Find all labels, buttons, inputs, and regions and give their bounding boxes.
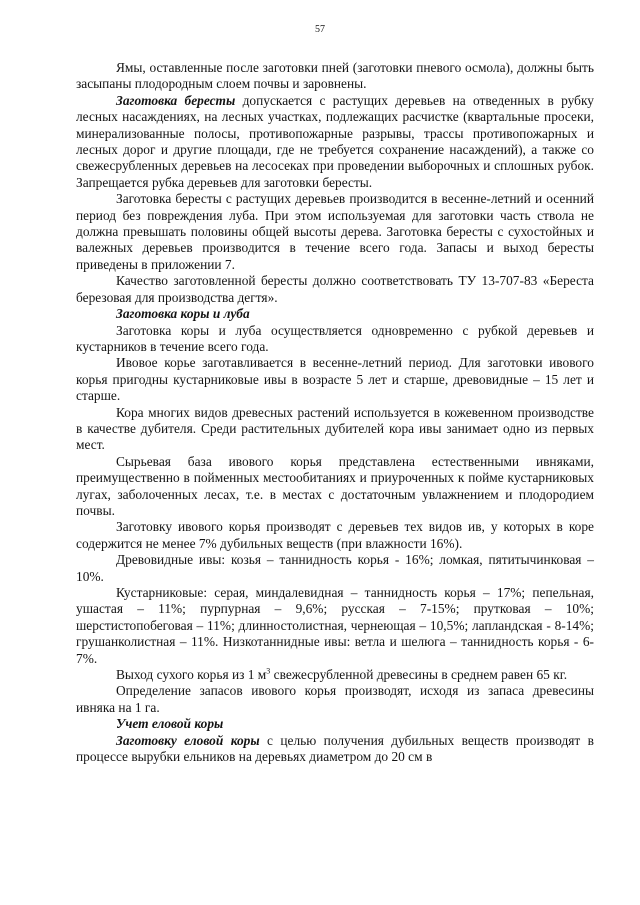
paragraph-birch-bark-quality: Качество заготовленной бересты должно соответствовать ТУ 13-707-83 «Береста березовая для производства дегтя». (76, 273, 594, 305)
paragraph-tannin-threshold: Заготовку ивового корья производят с деревьев тех видов ив, у которых в коре содержится не менее 7% дубильных веществ (при влажности 16%). (76, 519, 594, 551)
paragraph-birch-bark-period: Заготовка бересты с растущих деревьев производится в весенне-летний и осенний период без повреждения луба. При этом используемая для заготовки часть ствола не должна превышать половины общей высоты дерева. Заготовка бересты с сухостойных и валежных деревьев производится в течение всего года. Запасы и выход бересты приведены в приложении 7. (76, 191, 594, 272)
paragraph-tree-willows: Древовидные ивы: козья – таннидность корья - 16%; ломкая, пятитычинковая – 10%. (76, 552, 594, 584)
spruce-bark-lead: Заготовку еловой коры (116, 732, 260, 748)
birch-bark-rules-text: допускается с растущих деревьев на отведенных в рубку лесных насаждениях, на лесных участках, подлежащих расчистке (квартальные просеки, минерализованные полосы, противопожарные разрывы, трассы противопожарных и лесных дорог и другие площади, где не требуется сохранение насаждений), а также со свежесрубленных деревьев на лесосеках при проведении выборочных и сплошных рубок. Запрещается рубка деревьев для заготовки бересты. (76, 92, 594, 190)
paragraph-stock-estimation: Определение запасов ивового корья производят, исходя из запаса древесины ивняка на 1 га. (76, 683, 594, 715)
paragraph-willow-bark-season: Ивовое корье заготавливается в весенне-летний период. Для заготовки ивового корья пригодны кустарниковые ивы в возрасте 5 лет и старше, древовидные – 15 лет и старше. (76, 355, 594, 404)
paragraph-spruce-bark (76, 733, 594, 766)
bark-yield-post: свежесрубленной древесины в среднем равен 65 кг. (270, 667, 568, 683)
paragraph-tanning: Кора многих видов древесных растений используется в кожевенном производстве в качестве дубителя. Среди растительных дубителей кора ивы занимает одно из первых мест. (76, 404, 594, 453)
paragraph-shrub-willows: Кустарниковые: серая, миндалевидная – таннидность корья – 17%; пепельная, ушастая – 11%; пурпурная – 9,6%; русская – 7-15%; прутковая – 10%; шерстистопобеговая – 11%; длинностолистная, чернеющая – 10,5%; лапландская - 8-14%; грушанколистная – 11%. Низкотаннидные ивы: ветла и шелюга – таннидность корья - 6-7%. (76, 585, 594, 666)
paragraph-birch-bark-rules (76, 93, 594, 191)
heading-spruce-bark: Учет еловой коры (116, 716, 224, 732)
body-text (76, 60, 594, 765)
paragraph-bark-harvest: Заготовка коры и луба осуществляется одновременно с рубкой деревьев и кустарников в течение всего года. (76, 322, 594, 354)
paragraph-bark-yield (76, 667, 594, 683)
page-number: 57 (315, 24, 325, 35)
bark-yield-pre: Выход сухого корья из 1 м (116, 667, 267, 683)
birch-bark-lead: Заготовка бересты (116, 92, 236, 108)
paragraph-pits: Ямы, оставленные после заготовки пней (заготовки пневого осмола), должны быть засыпаны плодородным слоем почвы и заровнены. (76, 60, 594, 92)
paragraph-raw-material-base: Сырьевая база ивового корья представлена естественными ивняками, преимущественно в пойменных местообитаниях и приуроченных к пойме кустарниковых лугах, заболоченных лесах, т.е. в местах с достаточным увлажнением и плодородием почвы. (76, 453, 594, 518)
spruce-bark-text: с целью получения дубильных веществ производят в процессе вырубки ельников на деревьях диаметром до 20 см в (76, 732, 594, 765)
heading-bark-bast: Заготовка коры и луба (116, 306, 250, 322)
cubic-superscript: 3 (266, 666, 271, 676)
